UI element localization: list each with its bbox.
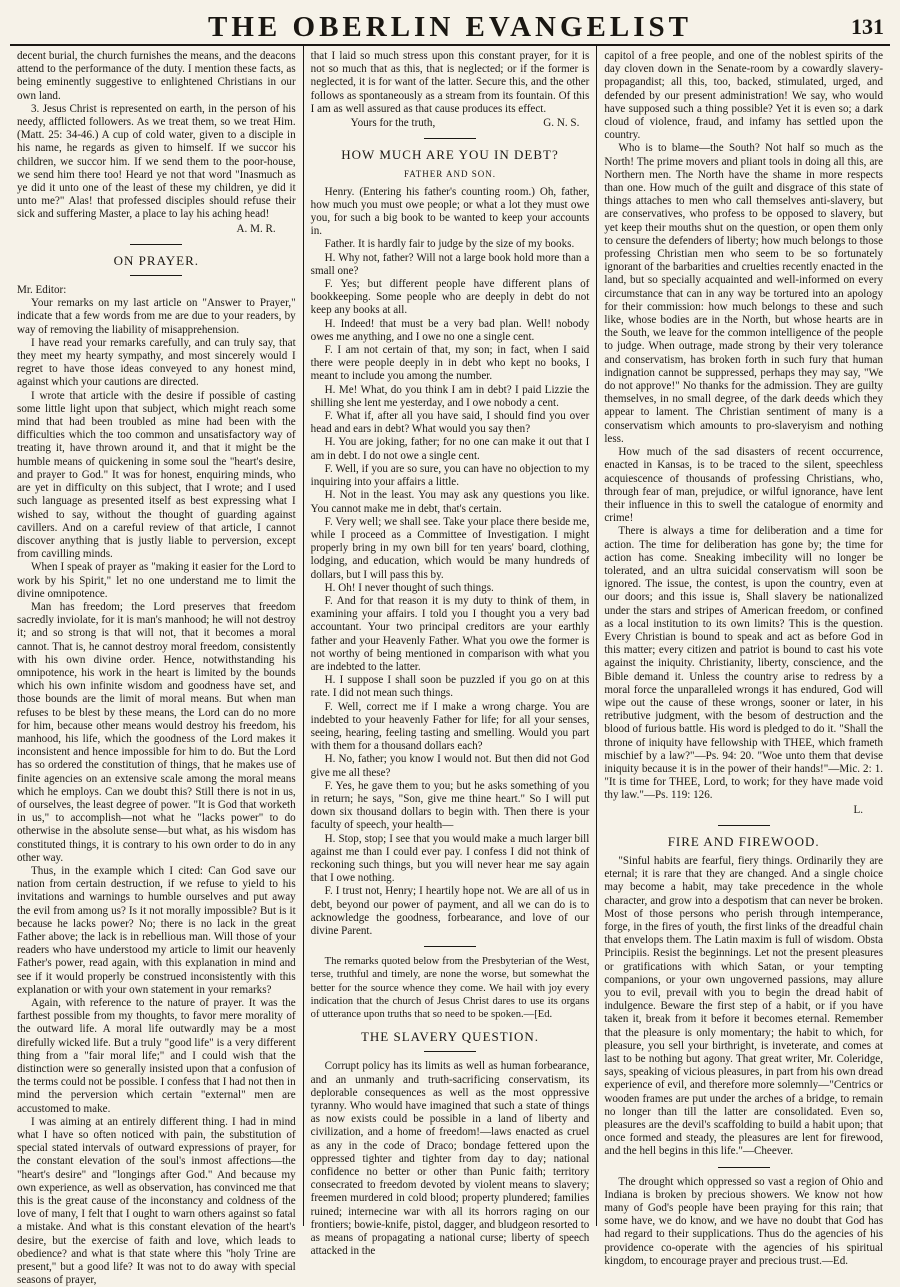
column-left: [10, 46, 303, 1287]
paragraph: Your remarks on my last article on "Answer to Prayer," indicate that a few words from me are due to your readers, by way of removing the liability of misapprehension.: [17, 297, 296, 336]
paragraph: Who is to blame—the South? Not half so much as the North! The prime movers and pliant tools in doing all this, are Northern men. The North have the shame in more respects than one. How much of the guilt and disgrace of this state of things attaches to men who call themselves anti-slavery, but are conservatives, who profess to be opposed to slavery, but yet keep their mouths shut on the question, or open them only to censure the defenders of liberty; how much belongs to those professing Christian men who seem to be so fortunately ignorant of the barbarities and cruelties recently enacted in the land, but so specially acquainted and well-informed on every circumstance that can in any way be tortured into an apology for their commission: how much belongs to these and such like, whose bodies are in the North, but whose hearts are in the South, we leave for the common intelligence of the people to judge. When outrage, made strong by their very tolerance and conservatism, has broken forth in such fury that human indignation cannot be suppressed, perhaps they may say, "We do not approve!" No thanks for the admission. They are guilty themselves, in no small degree, of the dark deeds which they appear to lament. The Christian sentiment of many is a conservatism which amounts to pro-slaveryism and nothing less.: [604, 142, 884, 445]
dialogue-line: H. No, father; you know I would not. But then did not God give me all these?: [310, 753, 590, 779]
dialogue-line: H. Not in the least. You may ask any questions you like. You cannot make me in debt, that's certain.: [310, 489, 590, 515]
paragraph: Corrupt policy has its limits as well as human forbearance, and an unmanly and truth-sacrificing conservatism, its deplorable consequences as well as the most oppressive tyranny. Who would have imagined that such a state of things as now exists could be possible in a land of liberty and civilization, and a home of freedom!—laws enacted as cruel as any in the code of Draco; bondage fettered upon the oppressed tighter and tighter from day to day; national confidence no better or other than Punic faith; territory consecrated to freedom devoted by violent means to slavery; freemen murdered in cold blood; property plundered; families ruined; internecine war with all its horrors raging on our frontiers; bowie-knife, pistol, dagger, and bludgeon resorted to as means of propagating a national curse; liberty of speech attacked in the: [310, 1060, 590, 1258]
article-columns: [10, 46, 890, 1287]
paragraph: There is always a time for deliberation and a time for action. The time for deliberation has gone by; the time for action has come. Sneaking imbecility will no longer be tolerated, and an ultra suicidal conservatism will soon be ignored. The issue, the contest, is upon the country, even at our doors; and this issue is, Shall slavery be nationalized under the stars and stripes of American freedom, or confined as a local institution to its own limits? This is the question. Every Christian is bound to speak and act as before God in this matter; every citizen and patriot is bound to cast his vote against the iniquity. Christianity, liberty, conscience, and the Bible demand it. Unless the country arise to redress by a moral force the unparalleled wrongs it has endured, God will wipe out the cause of these wrongs, sooner or later, in his retributive judgment, with the besom of destruction and the blood of furious battle. His word is pledged to do it. "Shall the throne of iniquity have fellowship with THEE, which frameth mischief by a law?"—Ps. 94: 20. "Woe unto them that devise iniquity because it is in the power of their hands!"—Mic. 2: 1. "It is time for THEE, Lord, to work; for they have made void thy law."—Ps. 119: 126.: [604, 525, 884, 802]
signature: L.: [853, 803, 864, 816]
dialogue-line: H. Oh! I never thought of such things.: [324, 581, 494, 594]
paragraph: When I speak of prayer as "making it easier for the Lord to work by his Spirit," let no one understand me to limit the divine omnipotence.: [17, 561, 296, 600]
divider: [130, 275, 182, 276]
paragraph: The drought which oppressed so vast a region of Ohio and Indiana is broken by precious showers. We know not how many of God's people have been praying for this rain; that some have, we do know, and we have no doubt that God has had regard to their supplications. Thus do the agencies of his providence co-operate with the agencies of his spiritual kingdom, to encourage prayer and precious trust.—Ed.: [604, 1175, 884, 1267]
article-heading-slavery: THE SLAVERY QUESTION.: [360, 1029, 540, 1045]
paragraph: How much of the sad disasters of recent occurrence, enacted in Kansas, is to be traced to the silent, speechless acquiescence of thousands of professing Christians, who, through fear of man, prejudice, or wilful ignorance, have lent their influence in this to swell the catalogue of enormity and crime!: [604, 446, 884, 525]
salutation: Mr. Editor:: [17, 284, 67, 297]
dialogue-line: F. Well, correct me if I make a wrong charge. You are indebted to your heavenly Father for life; for all your senses, seeing, hearing, feeling tasting and smelling. Would you part with them for a thousand dollars each?: [310, 700, 590, 753]
dialogue-line: F. And for that reason it is my duty to think of them, in examining your affairs. I told you I thought you a very bad accountant. Your two principal creditors are your earthly father and your Heavenly Father. What you owe the former is not worthy of being mentioned in comparison with what you are indebted to the latter.: [310, 594, 590, 673]
paragraph: 3. Jesus Christ is represented on earth, in the person of his needy, afflicted followers. As we treat them, so we treat Him. (Matt. 25: 34-46.) A cup of cold water, given to a disciple in his name, he regards as given to himself. If we succor his children, we succor him. If we send them to the poor-house, we send him there too! Heard ye not that word "Inasmuch as ye did it unto one of the least of these my children, ye did it unto me?" Alas! that professed disciples should refuse their sick and suffering Master, a place to lay his aching head!: [17, 102, 296, 221]
paragraph: I wrote that article with the desire if possible of casting some little light upon that subject, which might reach some mind that had been troubled as mine had been with the difficulties which the too common and unsatisfactory way of treating it, have thrown around it, and that it might be the humble means of quickening in some soul the "heart's desire, and prayer to God." It was for honest, enquiring minds, who are yet in difficulty on this subject, that I wrote; and I used such language as presented itself as best expressing what I wished to say, without the thought of guarding against cavillers. And on a careful review of that article, I cannot discover anything that is justly liable to perversion, except from cavilling minds.: [17, 389, 296, 561]
paragraph: Thus, in the example which I cited: Can God save our nation from certain destruction, if we refuse to yield to his invitations and warnings to humble ourselves and put away the evil from among us? Is it not morally impossible? But is it because he lacks power? No; there is no lack in the great Father above; the lack is in rebellious man. Will those of your readers who have understood my article to limit our heavenly Father's power, read again, with this explanation in mind and see if it would properly be construed inconsistently with this explanation or with your own statement in your remarks?: [17, 864, 296, 996]
divider: [424, 138, 476, 139]
dialogue-line: H. Stop, stop; I see that you would make a much larger bill against me than I could ever pay. I confess I did not think of reckoning such things, but you will never hear me say again that I owe nothing.: [310, 832, 590, 885]
dialogue-line: Father. It is hardly fair to judge by the size of my books.: [324, 238, 575, 251]
publication-title: THE OBERLIN EVANGELIST: [208, 11, 692, 43]
dialogue-line: H. You are joking, father; for no one can make it out that I am in debt. I do not owe a single cent.: [310, 436, 590, 462]
divider: [424, 946, 476, 947]
dialogue-line: F. Yes; but different people have different plans of bookkeeping. Some people who are deeply in debt do not keep any books at all.: [310, 278, 590, 317]
dialogue-line: H. Indeed! that must be a very bad plan. Well! nobody owes me anything, and I owe no one a single cent.: [310, 317, 590, 343]
dialogue-line: F. Yes, he gave them to you; but he asks something of you in return; he says, "Son, give me thine heart." So I will put down six thousand dollars to begin with. Then there is your faculty of speech, your health—: [310, 779, 590, 832]
dialogue-line: Henry. (Entering his father's counting room.) Oh, father, how much you must owe people; or what a lot they must owe you, for such a big book to be wanted to keep your accounts in.: [310, 185, 590, 238]
divider: [718, 825, 770, 826]
paragraph: capitol of a free people, and one of the noblest spirits of the day cloven down in the Senate-room by a cowardly slavery-propagandist; all this, too, backed, stimulated, urged, and defended by our present administration! We say, who would have supposed such a thing possible? Yet it is even so; a dark cloud of violence, fraud, and infamy has settled upon the country.: [604, 50, 884, 142]
paragraph: I was aiming at an entirely different thing. I had in mind what I have so often noticed with pain, the substitution of special stated intervals of outward expressions of prayer, for the constant elevation of the soul's inmost affections—the "heart's desire" and "longings after God." And because my own experience, as well as observation, has convinced me that this is the great cause of the inconstancy and coldness of the love of many, I felt that I ought to warn others against so fatal a mistake. And what is this constant elevation of the heart's desire, but the exercise of faith and love, which leads to obedience? and what is that state where this "holy Trine are present," but a good life? It was not to do away with special seasons of prayer,: [17, 1115, 296, 1287]
article-heading-on-prayer: ON PRAYER.: [113, 252, 200, 268]
dialogue-line: F. I am not certain of that, my son; in fact, when I said there were people deeply in in debt who kept no books, I meant to include you among the number.: [310, 344, 590, 383]
column-middle: [303, 46, 597, 1258]
article-heading-debt: HOW MUCH ARE YOU IN DEBT?: [341, 147, 559, 163]
paragraph: I have read your remarks carefully, and can truly say, that they meet my hearty sympathy, and most sincerely would I regret to have those ideas conveyed to any honest mind, against which your cautions are directed.: [17, 336, 296, 389]
dialogue-line: F. I trust not, Henry; I heartily hope not. We are all of us in debt, beyond our power of payment, and all we can do is to acknowledge the goodness, forbearance, and love of our divine Parent.: [310, 885, 590, 937]
divider: [424, 1051, 476, 1052]
article-heading-fire: FIRE AND FIREWOOD.: [667, 833, 820, 849]
signature: G. N. S.: [543, 117, 580, 130]
column-right: [596, 46, 890, 1267]
dialogue-line: F. Very well; we shall see. Take your place there beside me, while I proceed as a Committee of Investigation. I might properly bring in my own bill for ten years' board, clothing, lodging, and education, which would be many hundreds of dollars, but I will pass this by.: [310, 515, 590, 581]
paragraph: that I laid so much stress upon this constant prayer, for it is not so much that as this, that is neglected; or if the former is neglected, it is for want of the latter. Secure this, and the other follows as spontaneously as a stream from its fountain. Of this I am as well assured as that cause produces its effect.: [310, 50, 590, 115]
masthead: [10, 6, 890, 46]
paragraph: decent burial, the church furnishes the means, and the deacons attend to the performance of the duty. I mention these facts, as being eminently suggestive to enlightened Christians in our own land.: [17, 50, 296, 102]
paragraph: Again, with reference to the nature of prayer. It was the farthest possible from my thoughts, to favor mere morality of the outward life. A moral life outwardly may be a most direfully wicked life. But a truly "good life" is a very different thing from a "fair moral life;" and I could wish that the distinction were so generally insisted upon that a confusion of the terms could not be possible. I confess that I had not then in mind the perversion which certain "external" men are accustomed to make.: [17, 997, 296, 1115]
closing-line: [311, 117, 590, 130]
divider: [718, 1167, 770, 1168]
divider: [130, 244, 182, 245]
closing: Yours for the truth,: [350, 117, 436, 130]
paragraph: "Sinful habits are fearful, fiery things. Ordinarily they are eternal; it is rare that they are changed. And a single choice may become a habit, may take precedence in the whole character, and grow into a despotism that can never be broken. Most of those persons who perish through intemperance, forge, in the fires of youth, the first links of the dreadful chain that envelops them. The Latin maxim is full of wisdom. Obsta Principiis. Resist the beginnings. Let not the present pleasures or gratifications with which Satan, or your tempting companions, or your own ungoverned passions, may allure you to evil, prevail with you to begin the dread habit of indulgence. Beware the first step of a habit, or if you have taken it, break from it before it becomes eternal. Remember that the pleasure is only momentary; the habit to which, for pleasure, you sell your birthright, is inveterate, and comes at last to be nothing but agony. That great writer, Mr. Coleridge, says, speaking of vicious pleasures, in part from his own dread experience of evil, and therefore more solemnly—"Centrics or wooden frames are put under the arches of a bridge, to remain no longer than till the latter are consolidated. Even so, pleasures are the devil's scaffolding to build a habit upon; that once formed and steady, the pleasures are lent for firewood, and the hell begins in this life."—Cheever.: [604, 854, 884, 1158]
article-subheading: FATHER AND SON.: [403, 169, 497, 180]
dialogue-line: H. Me! What, do you think I am in debt? I paid Lizzie the shilling she lent me yesterday, and I owe nobody a cent.: [310, 383, 590, 409]
editor-note: The remarks quoted below from the Presbyterian of the West, terse, truthful and timely, are none the worse, but somewhat the better for the source whence they come. We hail with joy every indication that the church of Jesus Christ dares to use its organs of utterance upon truths that so need to be spoken.—[Ed.: [310, 956, 590, 1021]
dialogue-line: H. Why not, father? Will not a large book hold more than a small one?: [310, 251, 590, 277]
dialogue-line: H. I suppose I shall soon be puzzled if you go on at this rate. I did not mean such things.: [310, 674, 590, 700]
dialogue-line: F. What if, after all you have said, I should find you over head and ears in debt? What would you say then?: [310, 410, 590, 436]
page-number: 131: [851, 14, 884, 39]
paragraph: Man has freedom; the Lord preserves that freedom sacredly inviolate, for it is man's manhood; he will not destroy it; and so strong is that will not, that it becomes a moral cannot. That is, he cannot destroy moral freedom, consistently with his own divine order. Hence, notwithstanding his omnipotence, his work in the heart is limited by the bounds which his own infinite wisdom and goodness have set, and those bounds are the limit of moral means. But when man refuses to be blest by these means, the Lord can do no more for him, because other means would destroy his freedom, his manhood, his life, which the goodness of the Lord makes it inconsistent and hence impossible for him to do. But the Lord has so ordered the constitution of things, that he makes use of finite agencies on an extensive scale among the moral means which he employs. Can we doubt this? Still there is not in us, of ourselves, the least degree of power. "It is God that worketh in us," to accomplish—not what he "lacks power" to do otherwise in the absolute sense—but what, as his wisdom has constituted things, it is contrary to his own order to do in any other way.: [17, 600, 296, 864]
dialogue-line: F. Well, if you are so sure, you can have no objection to my inquiring into your affairs a little.: [310, 462, 590, 489]
signature: A. M. R.: [236, 222, 276, 235]
